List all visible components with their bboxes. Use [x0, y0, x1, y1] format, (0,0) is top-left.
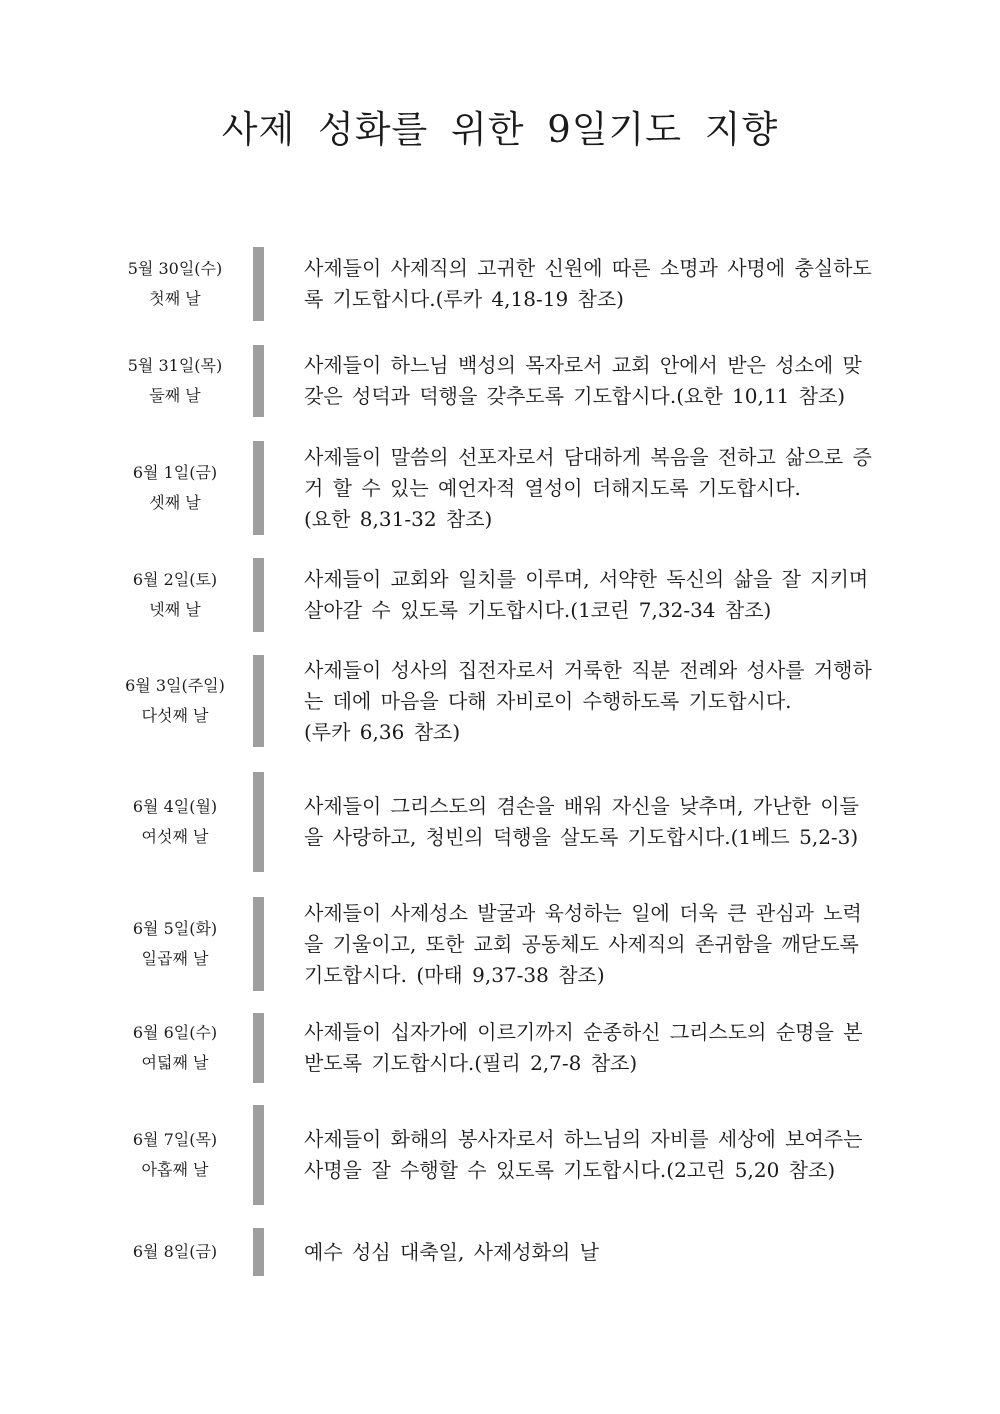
- intention-text: [304, 345, 914, 417]
- novena-day-9: [0, 1105, 1000, 1205]
- day-ordinal: 다섯째 날: [141, 706, 209, 725]
- intention-line: 사제들이 교회와 일치를 이루며, 서약한 독신의 삶을 잘 지키며: [304, 567, 869, 591]
- day-date-block: [110, 441, 240, 535]
- divider-bar: [253, 772, 264, 872]
- divider-bar: [253, 1105, 264, 1205]
- day-ordinal: 여섯째 날: [141, 827, 209, 846]
- intention-line: 사제들이 사제직의 고귀한 신원에 따른 소명과 사명에 충실하도: [304, 256, 872, 280]
- intention-text: [304, 1228, 914, 1276]
- day-date: 6월 5일(화): [132, 919, 218, 938]
- intention-text: [304, 1013, 914, 1083]
- day-date-block: [110, 1228, 240, 1276]
- day-ordinal: 여덟째 날: [141, 1053, 209, 1072]
- day-date-block: [110, 655, 240, 747]
- day-date: 6월 2일(토): [132, 570, 218, 589]
- intention-line: 사제들이 사제성소 발굴과 육성하는 일에 더욱 큰 관심과 노력: [304, 900, 862, 925]
- intention-line: 을 기울이고, 또한 교회 공동체도 사제직의 존귀함을 깨닫도록: [304, 931, 859, 956]
- intention-line: 록 기도합시다.(루카 4,18-19 참조): [304, 287, 624, 311]
- feast-day: [0, 1228, 1000, 1276]
- page-title: 사제 성화를 위한 9일기도 지향: [221, 108, 779, 151]
- intention-line: 예수 성심 대축일, 사제성화의 날: [304, 1239, 599, 1264]
- divider-bar: [253, 247, 264, 321]
- day-date-block: [110, 247, 240, 321]
- day-ordinal: 넷째 날: [149, 600, 201, 619]
- novena-day-8: [0, 1013, 1000, 1083]
- day-date: 6월 1일(금): [132, 463, 218, 482]
- intention-text: [304, 247, 914, 321]
- intention-line: (요한 8,31-32 참조): [304, 506, 493, 531]
- intention-line: 거 할 수 있는 예언자적 열성이 더해지도록 기도합시다.: [304, 475, 801, 500]
- day-date: 6월 6일(수): [132, 1023, 218, 1042]
- intention-line: (루카 6,36 참조): [304, 719, 461, 744]
- day-ordinal: 셋째 날: [149, 493, 201, 512]
- intention-line: 사제들이 그리스도의 겸손을 배워 자신을 낮추며, 가난한 이들: [304, 794, 859, 818]
- novena-day-6: [0, 772, 1000, 872]
- intention-line: 사제들이 하느님 백성의 목자로서 교회 안에서 받은 성소에 맞: [304, 353, 862, 377]
- intention-line: 사제들이 말씀의 선포자로서 담대하게 복음을 전하고 삶으로 증: [304, 444, 872, 469]
- divider-bar: [253, 1013, 264, 1083]
- intention-line: 을 사랑하고, 청빈의 덕행을 살도록 기도합시다.(1베드 5,2-3): [304, 825, 859, 849]
- day-ordinal: 아홉째 날: [141, 1160, 209, 1179]
- intention-text: [304, 897, 914, 991]
- intention-text: [304, 441, 914, 535]
- divider-bar: [253, 345, 264, 417]
- day-date-block: [110, 1013, 240, 1083]
- intention-text: [304, 558, 914, 632]
- day-date-block: [110, 772, 240, 872]
- intention-line: 사제들이 십자가에 이르기까지 순종하신 그리스도의 순명을 본: [304, 1020, 863, 1044]
- intention-line: 사명을 잘 수행할 수 있도록 기도합시다.(2고린 5,20 참조): [304, 1158, 836, 1182]
- day-date: 5월 31일(목): [127, 356, 223, 375]
- day-ordinal: 일곱째 날: [141, 949, 209, 968]
- divider-bar: [253, 558, 264, 632]
- intention-line: 갖은 성덕과 덕행을 갖추도록 기도합시다.(요한 10,11 참조): [304, 384, 846, 408]
- day-date: 5월 30일(수): [127, 259, 223, 278]
- intention-line: 사제들이 성사의 집전자로서 거룩한 직분 전례와 성사를 거행하: [304, 657, 872, 682]
- novena-day-2: [0, 345, 1000, 417]
- day-ordinal: 둘째 날: [149, 386, 201, 405]
- novena-day-1: [0, 247, 1000, 321]
- intention-line: 받도록 기도합시다.(필리 2,7-8 참조): [304, 1051, 638, 1075]
- divider-bar: [253, 1228, 264, 1276]
- intention-text: [304, 655, 914, 747]
- divider-bar: [253, 655, 264, 747]
- day-date: 6월 4일(월): [132, 797, 218, 816]
- day-date: 6월 7일(목): [132, 1130, 218, 1149]
- divider-bar: [253, 441, 264, 535]
- intention-line: 살아갈 수 있도록 기도합시다.(1코린 7,32-34 참조): [304, 598, 772, 622]
- intention-line: 사제들이 화해의 봉사자로서 하느님의 자비를 세상에 보여주는: [304, 1127, 863, 1151]
- day-date-block: [110, 345, 240, 417]
- novena-day-3: [0, 441, 1000, 535]
- day-date: 6월 3일(주일): [125, 676, 225, 695]
- intention-text: [304, 772, 914, 872]
- intention-line: 기도합시다. (마태 9,37-38 참조): [304, 962, 605, 987]
- day-ordinal: 첫째 날: [149, 289, 201, 308]
- day-date-block: [110, 1105, 240, 1205]
- novena-day-5: [0, 655, 1000, 747]
- day-date: 6월 8일(금): [132, 1242, 218, 1261]
- day-date-block: [110, 558, 240, 632]
- intention-line: 는 데에 마음을 다해 자비로이 수행하도록 기도합시다.: [304, 688, 792, 713]
- intention-text: [304, 1105, 914, 1205]
- novena-day-7: [0, 897, 1000, 991]
- novena-day-4: [0, 558, 1000, 632]
- divider-bar: [253, 897, 264, 991]
- day-date-block: [110, 897, 240, 991]
